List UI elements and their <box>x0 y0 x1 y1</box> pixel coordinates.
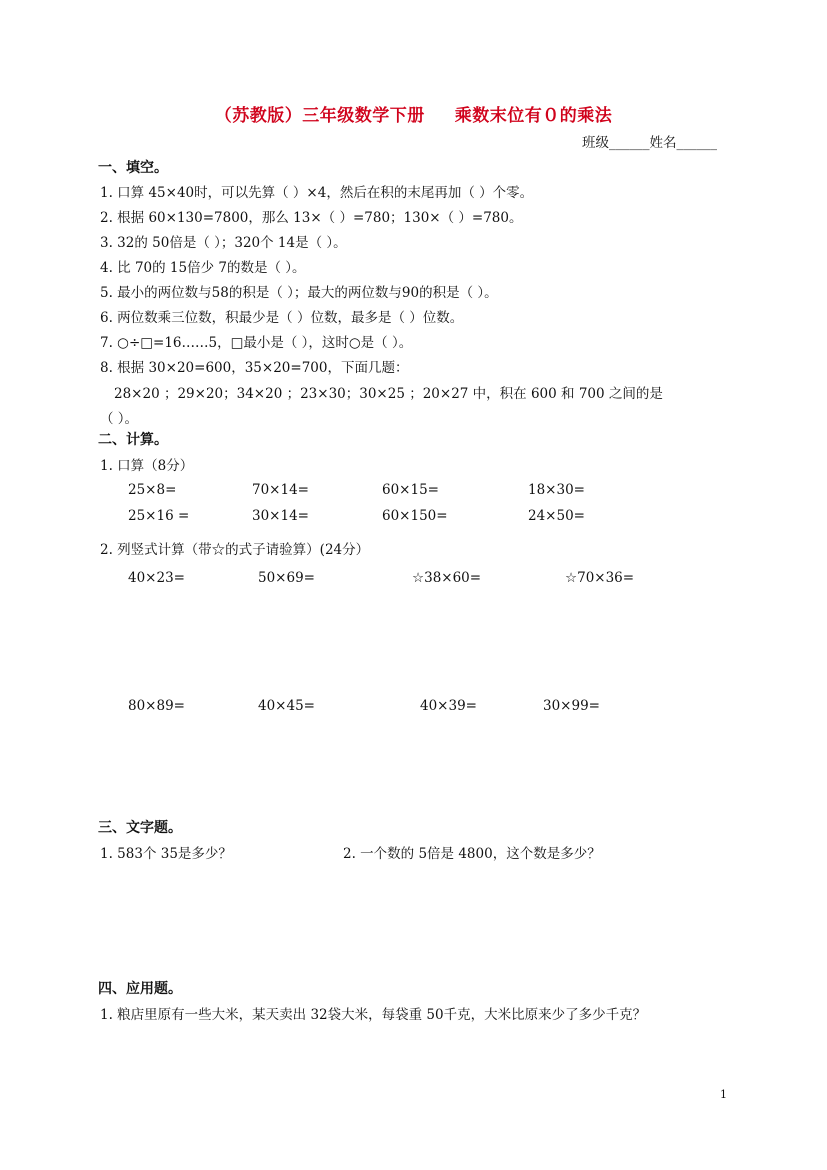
oral-problem: 25×16 = <box>128 508 190 524</box>
section-application-heading: 四、应用题。 <box>98 981 182 997</box>
fill-item-5: 5. 最小的两位数与58的积是（ ）；最大的两位数与90的积是（ ）。 <box>100 285 498 301</box>
section-fill-in-heading: 一、填空。 <box>98 160 168 176</box>
fill-item-8-line2: 28×20 ；29×20；34×20 ；23×30；30×25 ；20×27 中，积在 600 和 700 之间的是 <box>114 386 663 402</box>
title-part2: 乘数末位有０的乘法 <box>454 106 613 126</box>
oral-problem: 30×14= <box>252 508 309 524</box>
vertical-problem: ☆70×36= <box>565 570 635 586</box>
oral-problem: 60×15= <box>382 482 439 498</box>
vertical-problem: 40×39= <box>420 698 477 714</box>
page-number: 1 <box>720 1088 727 1101</box>
oral-problem: 60×150= <box>382 508 448 524</box>
class-name-line: 班级______姓名______ <box>582 135 717 151</box>
fill-item-8-line3: （ ）。 <box>100 411 139 427</box>
word-problem-1: 1. 583个 35是多少？ <box>100 846 232 862</box>
fill-item-1: 1. 口算 45×40时，可以先算（ ）×4，然后在积的末尾再加（ ）个零。 <box>100 185 534 201</box>
vertical-problem: 50×69= <box>258 570 315 586</box>
oral-calc-label: 1. 口算（8分） <box>100 458 194 474</box>
vertical-problem: 30×99= <box>543 698 600 714</box>
oral-problem: 70×14= <box>252 482 309 498</box>
vertical-problem: 40×23= <box>128 570 185 586</box>
oral-problem: 24×50= <box>528 508 585 524</box>
fill-item-8: 8. 根据 30×20=600，35×20=700，下面几题： <box>100 360 409 376</box>
title-part1: （苏教版）三年级数学下册 <box>214 106 425 126</box>
section-calc-heading: 二、计算。 <box>98 432 168 448</box>
fill-item-7: 7. ○÷□=16……5，□最小是（ ），这时○是（ ）。 <box>100 335 413 351</box>
vertical-problem: 80×89= <box>128 698 185 714</box>
page-title <box>0 101 827 126</box>
section-word-problem-heading: 三、文字题。 <box>98 820 182 836</box>
fill-item-6: 6. 两位数乘三位数，积最少是（ ）位数，最多是（ ）位数。 <box>100 310 464 326</box>
oral-problem: 25×8= <box>128 482 177 498</box>
vertical-problem: 40×45= <box>258 698 315 714</box>
word-problem-2: 2. 一个数的 5倍是 4800，这个数是多少？ <box>343 846 601 862</box>
vertical-problem: ☆38×60= <box>412 570 482 586</box>
fill-item-3: 3. 32的 50倍是（ ）；320个 14是（ ）。 <box>100 235 347 251</box>
fill-item-2: 2. 根据 60×130=7800，那么 13×（ ）=780；130×（ ）=780。 <box>100 210 523 226</box>
oral-problem: 18×30= <box>528 482 585 498</box>
application-problem-1: 1. 粮店里原有一些大米，某天卖出 32袋大米，每袋重 50千克，大米比原来少了多少千克？ <box>100 1007 647 1023</box>
fill-item-4: 4. 比 70的 15倍少 7的数是（ ）。 <box>100 260 306 276</box>
vertical-calc-label: 2. 列竖式计算（带☆的式子请验算）(24分） <box>100 542 370 558</box>
